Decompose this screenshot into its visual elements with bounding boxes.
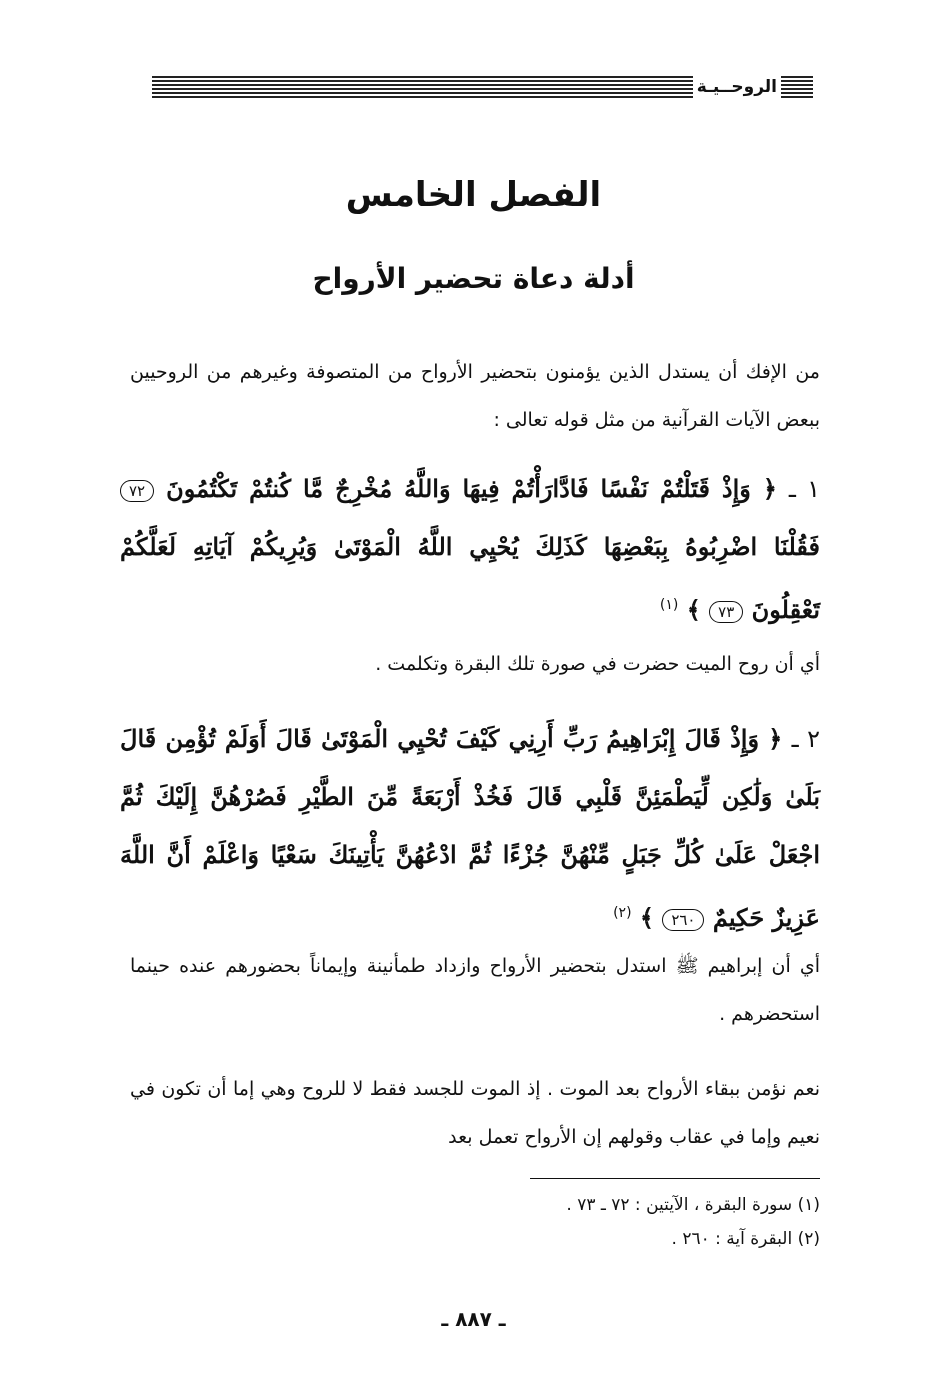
verse-text: وَإِذْ قَتَلْتُمْ نَفْسًا فَادَّارَأْتُمْ فِيهَا وَاللَّهُ مُخْرِجٌ مَّا كُنتُمْ تَكْتُمُونَ (166, 474, 751, 503)
footnote-ref: (٢) (613, 905, 632, 921)
verse-number: ٢ ـ (791, 725, 820, 753)
verse-block-1 (120, 460, 820, 639)
footnote-1: (١) سورة البقرة ، الآيتين : ٧٢ ـ ٧٣ . (566, 1195, 820, 1215)
section-title: أدلة دعاة تحضير الأرواح (312, 262, 635, 295)
footnote-separator (530, 1178, 820, 1179)
verse-text: فَقُلْنَا اضْرِبُوهُ بِبَعْضِهَا كَذَلِكَ يُحْيِي اللَّهُ الْمَوْتَىٰ وَيُرِيكُمْ آيَاتِهِ لَعَلَّكُمْ تَعْقِلُونَ (120, 532, 820, 624)
verse-number: ١ ـ (788, 475, 821, 503)
footnotes (130, 1188, 820, 1256)
running-title: الروحــيـة (696, 77, 777, 97)
verse-text: وَإِذْ قَالَ إِبْرَاهِيمُ رَبِّ أَرِنِي كَيْفَ تُحْيِي الْمَوْتَىٰ قَالَ أَوَلَمْ تُؤْمِن قَالَ بَلَىٰ وَلَٰكِن لِّيَطْمَئِنَّ قَلْبِي قَالَ فَخُذْ أَرْبَعَةً مِّنَ الطَّيْرِ فَصُرْهُنَّ إِلَيْكَ ثُمَّ اجْعَلْ عَلَىٰ كُلِّ جَبَلٍ مِّنْهُنَّ جُزْءًا ثُمَّ ادْعُهُنَّ يَأْتِينَكَ سَعْيًا وَاعْلَمْ أَنَّ اللَّهَ عَزِيزٌ حَكِيمٌ (120, 724, 820, 932)
page-number: ـ ٨٨٧ ـ (441, 1307, 506, 1331)
verse-close-bracket: ﴾ (686, 595, 701, 624)
running-header (140, 70, 825, 104)
header-ornament-right (781, 76, 813, 98)
commentary-paragraph-2: أي أن إبراهيم ﷺ استدل بتحضير الأرواح وازداد طمأنينة وإيماناً بحضورهم عنده حينما استحضرهم . (130, 955, 820, 1025)
ayah-number: ٢٦٠ (662, 909, 704, 931)
verse-close-bracket: ﴾ (639, 903, 654, 932)
verse-open-bracket: ﴿ (762, 474, 777, 503)
verse-block-2 (120, 710, 820, 947)
ayah-number: ٧٢ (120, 480, 154, 502)
chapter-title: الفصل الخامس (345, 175, 602, 215)
commentary-paragraph-1: أي أن روح الميت حضرت في صورة تلك البقرة وتكلمت . (375, 653, 820, 675)
footnote-ref: (١) (659, 597, 679, 613)
closing-paragraph: نعم نؤمن ببقاء الأرواح بعد الموت . إذ الموت للجسد فقط لا للروح وهي إما أن تكون في نعيم وإما في عقاب وقولهم إن الأرواح تعمل بعد (130, 1078, 820, 1148)
ayah-number: ٧٣ (709, 601, 743, 623)
header-ornament-rule (152, 76, 693, 98)
footnote-2: (٢) البقرة آية : ٢٦٠ . (671, 1229, 820, 1249)
intro-paragraph: من الإفك أن يستدل الذين يؤمنون بتحضير الأرواح من المتصوفة وغيرهم من الروحيين ببعض الآيات القرآنية من مثل قوله تعالى : (130, 361, 820, 431)
verse-open-bracket: ﴿ (768, 724, 783, 753)
